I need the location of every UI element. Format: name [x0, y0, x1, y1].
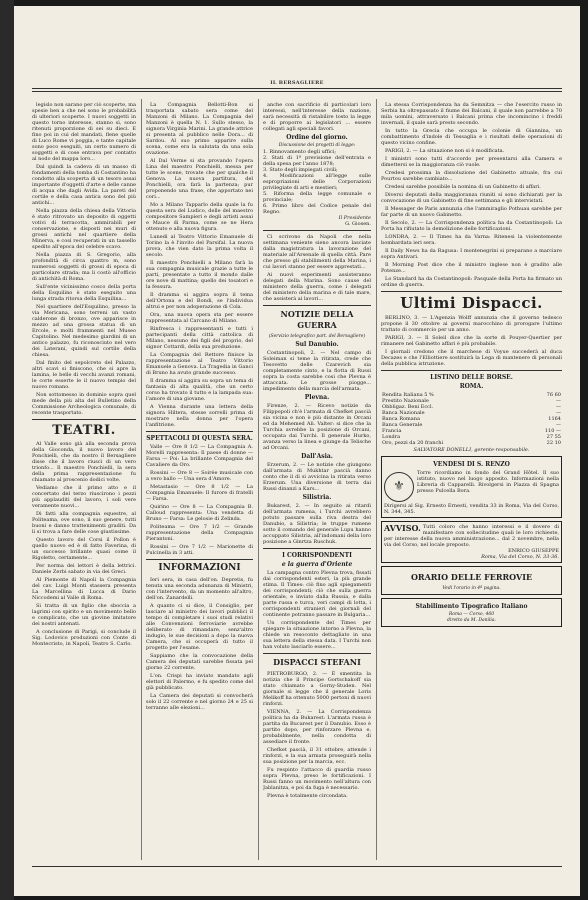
section-rule	[32, 419, 136, 420]
column-3	[263, 102, 371, 862]
ordine-item: 2. Stati di 1ª previsione dell'entrata e della spesa per l'anno 1878;	[263, 155, 371, 167]
section-heading-informazioni: INFORMAZIONI	[158, 563, 241, 573]
borse-value: —	[556, 404, 561, 410]
section-heading-ultimi: Ultimi Dispacci.	[400, 294, 543, 312]
section-rule	[263, 653, 371, 654]
dispatch-paragraph: LONDRA, 2. — Il Times ha da Varna: Ritenesi la violentemente bombardata ieri sera.	[381, 234, 562, 246]
borse-label: Londra	[382, 434, 401, 440]
dispatch-paragraph: Il Secolo, 2. — La Corrispondenza politica ha da Costantinopoli: La Porta ha rifiutato la demolizione delle fortificazioni.	[381, 220, 562, 232]
dispatch-paragraph: Plevna è totalmente circondata.	[267, 793, 348, 799]
section-heading-borse: LISTINO DELLE BORSE.	[430, 374, 513, 381]
article-paragraph: Per norma dei lettori è della lettrici. Daniele Zerbi sabato in via dei Greci.	[32, 563, 136, 575]
article-paragraph: Sull'ente vicinissimo cosco della porta della Esquilino è stato eseguito una lunga strada ritorsa della Esquilina...	[32, 284, 136, 302]
dispatch-paragraph: Lo Standard ha da Costantinopoli: Pasquale della Porta ha firmato un ordine di guerra.	[381, 276, 562, 288]
avviso-title: AVVISO.	[384, 523, 421, 533]
article-paragraph: Ai nuovi esperimenti assisteranno delegati della Marina. Sono cause del ministero della guerra, come i delegati del ministero della marina e di tale mare, che assisterà ai lavori...	[263, 272, 371, 302]
subheading-danubio: Sul Danubio.	[295, 341, 339, 348]
dispatch-paragraph: PIETROBURGO, 2. — È smentita la notizia che il Principe Gortschakoff sia stato chiamato a Gorny-Studen. Nel giornale si legge che il generale Loris Melikoff ha ottenuto 5000 pertoni di nuovi rinforzi.	[263, 671, 371, 707]
section-rule	[146, 431, 253, 432]
listing-rossini: Rossini — Ore 8 — Soirée musicale con a vero ballo — Una sera d'Amore.	[146, 470, 253, 482]
article-paragraph: Il dramma si aggira su sopra un tema di fantasia di alta qualità, che un certo corso ha trovato il tutto e la lampada sua: l'amore di una giovane.	[146, 378, 253, 402]
borse-value: —	[556, 422, 561, 428]
ordine-signature: Il Presidente	[338, 215, 371, 221]
article-paragraph: Bukarest, 2. — In seguito ai ritardi dell'armata rumena, i Turchi avrebbero potuto passare sulla riva destra del Danubio, a Silistria; le truppe rumene sotto il comando del generale Lupu hanno accuppato Silistria, all'indomani della loro posizione a Ginrtza Ruschuk.	[263, 503, 371, 545]
column-2	[146, 102, 253, 862]
dispatch-paragraph: Credesi sarebbe possibile la nomina di un Gabinetto di affari.	[385, 184, 541, 190]
borse-label: Banca Nazionale	[382, 410, 425, 416]
dispatch-paragraph: La stessa Corrispondenza ha da Semnitza — che l'esercito russo in Serbia ha oltrepassato il fiume dei Balcani, il quale non parrebbe a 70 mila uomini, attraversato i Balcani prima che incomincino i freddi invernali, il quale sarà presto secondo.	[381, 102, 562, 126]
section-heading-stefani: DISPACCI STEFANI	[273, 657, 361, 667]
listing-rossini-2: Rossini — Ore 7 1/2 — Marionette di Pulcinella in 3 atti.	[146, 544, 253, 556]
article-paragraph: Questo lavoro del Corsi il Pollon è quello nuovo ed è di fatto Faverina, di un successo brillante quasi come il Rigoletto, certamente...	[32, 537, 136, 561]
seal-icon: ⚜	[384, 472, 414, 502]
article-paragraph: Dal finito del sepolcreto del Palazzo, altri scavi si finiscono, che si apre la lamina, le belle di vecchi avanzi romani, le corte esserte le il nuovo tempio del nuovo romano.	[32, 360, 136, 390]
vendesi-ad	[381, 456, 562, 518]
binding-edge	[0, 0, 14, 900]
section-rule	[381, 370, 562, 371]
article-paragraph: Vediamo che il primo atto e il concertato del terzo riuscirono i pezzi più applauditi del lavoro, i soli vere veramente nuovi...	[32, 485, 136, 509]
article-paragraph: Non sottomesso in dominio sopra quel mede della più alta del Bulletino della Commissione Archeologica comunale, di recente trasportato.	[32, 392, 136, 416]
listing-valle: Valle — Ore 8 1/2 — La Compagnia A. Morelli rappresenta: Il paese di donne — Farsa — Poi: La brillante Compagnia del Cavaliere da Oro.	[146, 444, 253, 468]
stabilimento-title: Stabilimento Tipografico Italiano	[415, 603, 528, 610]
table-row	[381, 440, 562, 446]
vendesi-title: VENDESI DI S. RENZO	[433, 461, 510, 468]
dispatch-paragraph: Il Daily News ha da Ragusa: I montenegrini si preparano a marciare sopra Antivari.	[381, 248, 562, 260]
section-heading-corrispondenti: I CORRISPONDENTI	[282, 552, 352, 559]
article-paragraph: A Vienna durante una lettera della signora Hiltera, stesse sorrelli prima di mostrare nella donna per l'opera l'anfitrione.	[146, 404, 253, 428]
ordine-item: 1. Rinnovamento degli uffici;	[263, 149, 337, 155]
ordine-item: 3. Stato degli impiegati civili;	[263, 167, 338, 173]
avviso-ad	[381, 521, 562, 563]
masthead-title: IL BERSAGLIERE	[270, 80, 324, 86]
article-paragraph: Ora, una nuova opera sta per essere rappresentata al Carcano di Milano.	[146, 312, 253, 324]
section-heading-spettacoli: SPETTACOLI DI QUESTA SERA.	[146, 435, 253, 442]
article-paragraph: Il maestro Ponchielli a Milano farà la sua compagnia musicale grazie a tutte le parti, presentate a tutto il mondo dalle ore nove di mattina; quello dei tosatori e la fessura.	[146, 260, 253, 290]
article-paragraph: Un corrispondente del Times per spiegare la situazione intorno a Plevna, la chiede un resoconto dettagliato in una sua lettera della stessa data. I Turchi non han voluto lasciarlo essere...	[263, 620, 371, 650]
ordine-heading: Ordine del giorno.	[286, 134, 348, 141]
dispatch-paragraph: PARIGI, 2. — La situazione non si è modificata.	[385, 148, 505, 154]
article-paragraph: Costantinopoli, 2. — Nel campo di Soleiman si teme la ritirata, crede che Tesovetto delle Czarevich sia completamente cinto, e la flotta di Russi sopra la costa sarebbe cosi che Plevna è attaccata. Le grosse piogge... impedimento della marcia dell'armata.	[263, 350, 371, 392]
dispatch-paragraph: I ministri sono tutti d'accordo per presentarsi alla Camera e dimettersi se la maggioranza ciò vuole.	[381, 156, 562, 168]
column-divider	[258, 99, 259, 860]
article-paragraph: La Compagnia Bellotti-Bon si trasportata sabato sera come del Manzoni di Milano. La Compagnia del Manzoni è quella N. 1. Sullo stesso, la signora Virginia Marini. La grande attrice si presenta al pubblico nelle Dora... di Sardou. Al suo primo apparire sulla scena, come era la salutata da una sola ovazione.	[146, 102, 253, 156]
article-paragraph: Ci scrivono da Napoli che nella settimana veniente sieno ancora lasciate dalla magistratura la lavorazione del materiale all'Arsenale di quella città. Pare che presso gli stabilimenti della Marina, i cui lavori stanno per essere apprestati...	[263, 234, 371, 270]
footer-rule	[32, 866, 562, 867]
avviso-signature: ENRICO GIUSEPPE	[508, 548, 559, 554]
article-paragraph: legislo non sarano per ciò scoperte, ma spesie ben a che nel sono le probabilità di ulteriori scoperte. I nuovi soggetti in questo torno interesse, stanno sì, sono ritenuti proporzione di sei su dieci. E fino poi in cui del mandati, flene quelle di Luco Rome vi poggia, e tante capitale sono poco eseguiti, un certo numero di soggetti e di cose entrava per contatto al nodo del mappa loro...	[32, 102, 136, 162]
dispatch-paragraph: I giornali credono che il marchese di Voyue succederà al duca Decazes e che l'Elliottiere sostituirà la Lega di mantenere di personali della pubblica istruzione.	[381, 349, 562, 367]
article-paragraph: Firenze, 2. — Ricevo notizie da Filippopoli ch'è l'armata di Chefket pascià sia vicina e non è più distante in Orcani ed da Mehemed Ali. Valter: si dice che la Turchia avrebbe la posizione di Orcani, occupata dai Turchi. Il generale Hurko, avanza verso la linea e giunge da Telische ad Orcani.	[263, 403, 371, 451]
article-paragraph: Mo a Milano Tapparlo della quale la fu questa sera del Ludico, delle del maestro compositore Sampieri e degli artisti assai e Mauce di Parma, come se ne Hera ottenuto e alla nuova figura.	[146, 202, 253, 232]
article-paragraph: La Compagnia del Rettore finisce la rappresentazione al Teatro Vittorio Emanuele a Genova. La Tragedia in Ganci di Bruno ha avuto grande successo.	[146, 352, 253, 376]
borse-value: —	[556, 398, 561, 404]
borse-value: 22 10	[546, 440, 561, 446]
dispatch-paragraph: Fu respinto l'attacco di guardia russo sopra Plevna, preso le fortificazioni. I Russi fanno un movimento nell'altura con Jablanitza, e poi da fuga è necessario.	[263, 767, 371, 791]
article-paragraph: Al Dal Verme si sta provando l'opera Lina del maestro Ponchielli, messa per tutte le scene, trovate che per qualche il Genova. La nuova partitura, del Ponchielli, ora farà la partenza; pur proponendo una frase, che apportato nei cori...	[146, 158, 253, 200]
borse-value: —	[556, 410, 561, 416]
listing-quirino: Quirino — Ore 8 — La Compagnia B. Calloud rappresenta: Una vendetta di Bruno — Farsa: Le gelosie di Zelinda.	[146, 504, 253, 522]
dispatch-paragraph: PARIGI, 3. — Il Soleil dice che la sorte di Pouyer-Quertier per rimanere nel Gabinetto affari è più probabile.	[381, 335, 562, 347]
listing-metastasio: Metastasio — Ore 8 1/2 — La Compagnia Emanuele: Il furore di fratelli — Farsa.	[146, 484, 253, 502]
article-paragraph: Il dramma si aggira sopra il tema dell'Ortona e del Bondi, se l'individua altrui e per non adoperazione di Cola.	[146, 292, 253, 310]
header-rule	[32, 88, 562, 89]
article-paragraph: Di fatti alla compagnia equestre, al Politeama, ove sono, il suo genere, tutti buoni e danno trattenimenti graditi. Da li si trova a fare delle cose giustissime.	[32, 511, 136, 535]
dispatch-paragraph: Il Messager de Paris annunzia che l'ammiraglio Pothuau sarebbe per far parte di un nuovo Gabinetto.	[381, 206, 562, 218]
article-paragraph: Erzerum, 2. — Le notizie che giungono dall'armata di Mukhtar pascià danno conto che il di si avvicina la ritirata verso Erzerum. Una diversione di terra dai Russi dinanzi a Kars...	[263, 462, 371, 492]
stabilimento-address: Roma — Corso, 460	[448, 612, 495, 617]
vendesi-contact: Dirigersi al Sig. Ernesto Ernesti, vendita 33 in Roma, Via del Corso, N. 344, 345.	[384, 503, 559, 515]
subheading-asia: Dall'Asia.	[301, 453, 333, 460]
ordine-item: 4. Modificazioni all'legge sulle espropriazioni delle Corporazioni privilegiate di arti e mestieri;	[263, 173, 371, 191]
column-divider	[376, 99, 377, 860]
article-paragraph: Al Valle sono già alla seconda prova della Gioconda, il nuovo lavoro del Ponchielli, che da nostro il Bersagliere disse che il lavoro riuscì di un vero trionfo... Il maestro Ponchielli, la sera della prima rappresentazione fu chiamato al proscenio dodici volte.	[32, 441, 136, 483]
section-rule	[263, 548, 371, 549]
article-paragraph: Rinfresca i rappresentanti e tutti i partecipanti della città cattolica di Milano, nessuno dei figli del proprio, del signor Cottardi, della sua produzione.	[146, 326, 253, 350]
borse-label: Oro, pezzi da 20 franchi	[382, 440, 444, 446]
column-4	[381, 102, 562, 862]
section-rule	[381, 291, 562, 292]
section-rule	[263, 230, 371, 231]
borse-value: 110 —	[544, 428, 561, 434]
dispatch-paragraph: BERLINO, 3. — L'Agenzia Wolff annunzia che il governo tedesco propone il 30 ottobre ai governi marocchino di prorogare l'ultimo trattato di commercio per un anno.	[381, 315, 562, 333]
article-paragraph: Nella piazza di S. Gregorio, alla profondità di circa quattro m, sono numerosi soggetti di grossi di epoca di particolare strada; ma li costò all'officio di antichità di Roma.	[32, 252, 136, 282]
section-heading-teatri: TEATRI.	[52, 423, 116, 438]
borse-value: 27 55	[546, 434, 561, 440]
avviso-text: Tutti coloro che hanno interessi e il dovere di manifestare con sollecitudine quali le loro richieste, per interesse della nuova amministrazione... dal 2 novembre, nella via del Corso, nel locale preposto.	[384, 524, 559, 548]
borse-label: Banca Generale	[382, 422, 423, 428]
vendesi-text: Torre ricordiamo in fondo del Grand Hôtel. Il suo istituto, nuovo nel luogo apposito. Informazioni nella Libreria di Capparelli. Rivolgersi in Piazza di Spagna presso Pulcella Bora.	[417, 470, 559, 494]
article-paragraph: A quanto ci si dice, il Consiglio, per lasciare al ministro dei lavori pubblici il tempo di completare i suoi studi relativi alle Convenzioni ferroviarie avrebbe deliberato di rimandare, senz'altro indugio, le sue decisioni a dopo la nuova Camera, che si occuperà di tutto il progetto per l'esame.	[146, 603, 253, 651]
gerente-line: SALVATORE DONELLI, gerente-responsabile.	[413, 447, 530, 453]
dispatch-paragraph: Diversi deputati della maggioranza riuniti si sono dichiarati per la convocazione di un Gabinetto di fine settimana e gli intervistati.	[381, 192, 562, 204]
borse-label: Banca Romana	[382, 416, 420, 422]
dispatch-paragraph: Credesi prossima la dissoluzione del Gabinetto attuale, fra cui Pourtou sarebbe cambiato...	[381, 170, 562, 182]
corrispondenti-subheading: e la guerra d'Oriente	[281, 561, 353, 568]
article-paragraph: Nel quartiere dell'Esquilino, presso la via Mericana, sono terreni un vasto calderone di bronzo, ove apparisce in mezzo ad una grossa statua di un Ercole, e molti frammenti nel Museo Capitolino. Nel medesimo giardini di un antico palazzo, fu riconosciuto nel vero dei Laterani, quindi sul cortile della chiesa.	[32, 304, 136, 358]
section-rule	[263, 305, 371, 306]
article-paragraph: Nella piazza della chiesa della Vittoria è stato ritrovato un deposito di oggetti votivi di terracotta, ammirabili per conservazione, e disposti nei muri di grossi antichi nel quartiere della Minerva, e cosi recuperati in un tassello spedito all'epoca del celebre scavo.	[32, 208, 136, 250]
borse-value: 76 60	[546, 392, 561, 398]
stabilimento-director: diretto da M. Danilia.	[447, 618, 496, 623]
borse-value: 1164	[548, 416, 561, 422]
stabilimento-ad	[381, 598, 562, 627]
listing-politeama: Politeama — Ore 7 1/2 — Grande rappresentazione della Compagnia Pierantoni.	[146, 524, 253, 542]
article-paragraph: Al Piemonte di Napoli la Compagnia del cav. Luigi Monti stassera presenta La Marcellina di Lucca di Dario Niccodemi al Valle di Roma.	[32, 577, 136, 601]
article-paragraph: anche con sacrificio di particolari loro interessi, nell'interesse della nazione, sarà necessità di ristabilire tosto la legge e di proporre ai legislatori ... essere collegati agli speciali favori.	[263, 102, 371, 132]
subheading-silistria: Silistria.	[302, 494, 332, 501]
borse-label: Prestito Nazionale	[382, 398, 429, 404]
subheading-plevna: Plevna.	[304, 394, 330, 401]
borse-table	[381, 392, 562, 446]
orario-title: ORARIO DELLE FERROVIE	[410, 572, 533, 582]
avviso-address: Roma, Via del Corso, N. 33-36.	[481, 554, 559, 560]
orario-subtitle: Vedi l'orario in 4ª pagina.	[442, 586, 501, 591]
section-heading-guerra: NOTIZIE DELLA GUERRA	[280, 309, 354, 330]
borse-city: ROMA.	[459, 383, 484, 390]
ordine-item: 5. Riforma della legge comunale e provinciale;	[263, 191, 371, 203]
ordine-signature-name: G. Giosen.	[345, 221, 371, 227]
article-paragraph: A conclusione di Parigi, si conclude il Sig. Lodovico produzioni con Conte di Montecristo, in Napoli, Teatro S. Carlo.	[32, 629, 136, 647]
borse-label: Francia	[382, 428, 402, 434]
article-paragraph: Sappiamo che la convocazione della Camera dei deputati sarebbe fissata pel giorno 22 corrente.	[146, 653, 253, 671]
article-paragraph: Si tratta di un figlio che sboccia a lagrimi con spirito e un movimento bello e complicato, che un giovine imitatore dei nostri antenati.	[32, 603, 136, 627]
article-paragraph: Dal quindi la cadeva di un masso di fondamenti della tomba di Costantino ha condotto alla scoperta di un tesoro assai importante d'oggetti d'arte e delle canne di acqua che dagli Avida. La pareti del cortile e della casa antica sono del più antichi...	[32, 164, 136, 206]
article-paragraph: L'on. Crispi ha inviato mandato agli elettori di Palermo, e fu spedito come del già pubblicato.	[146, 673, 253, 691]
ordine-subheading: Discussione dei progetti di legge:	[278, 143, 356, 148]
borse-label: Rendita Italiana 5 %	[382, 392, 434, 398]
column-divider	[141, 99, 142, 860]
ordine-item: 6. Primo libro del Codice penale del Regno.	[263, 203, 371, 215]
borse-label: Obbligaz. Beni Eccl.	[382, 404, 434, 410]
article-paragraph: Lunedì al Teatro Vittorio Emanuele di Torino la è l'invito del Parsifal. La nuova prova, che vien dato la prima volta il secolo.	[146, 234, 253, 258]
dispatch-paragraph: In tutto la Grecia che occupa le colonie di Giannina, un combattimento d'indole di Tessaglia e i risultati delle operazioni di questo vicino confine.	[381, 128, 562, 146]
column-1	[32, 102, 136, 862]
dispatch-paragraph: Chefket pascià, il 31 ottobre, attende i rinforzi, e la sua armata proseguirà nella sua posizione per la marcia, ecc.	[263, 747, 371, 765]
article-paragraph: Ieri sera, in casa dell'on. Depretis, fu tenuta una seconda adunanza di Ministri, con l'intervento, da un momento all'altro, dell'on. Zanardelli.	[146, 577, 253, 601]
dispatch-paragraph: VIENNA, 2. — La Corrispondenza politica ha da Bukarest: L'armata russa è partita da Bucarest per il Danubio. Esso è partito dopo, per rinforzare Plevna e, probabilmente, nella condotta di assediare il fronte.	[263, 709, 371, 745]
section-rule	[146, 559, 253, 560]
guerra-subheading: (Servizio telegrafico part. del Bersagliere)	[268, 334, 366, 339]
article-paragraph: La campagna contro Plevna trova, fissati dai corrispondenti esteri, la più grande stima. Il Times: ciò fino agli spiegamenti dei corrispondenti; ciò che sulla guerra orientale, e inviato dalla Russia, e dalla parte russa e turca, veri campi di lotta, i corrispondenti stranieri dei giornali del continente potranno passare in Bulgaria...	[263, 570, 371, 618]
orario-ad	[381, 566, 562, 595]
dispatch-paragraph: Il Morning Post dice che il ministro inglese non è gradito alle Potenze...	[381, 262, 562, 274]
header-rule-2	[32, 91, 562, 92]
article-paragraph: La Camera dei deputati si convocherà solo il 22 corrente e nel giorno 24 e 25 si terranno alle elezioni...	[146, 693, 253, 711]
newspaper-page	[14, 6, 580, 896]
